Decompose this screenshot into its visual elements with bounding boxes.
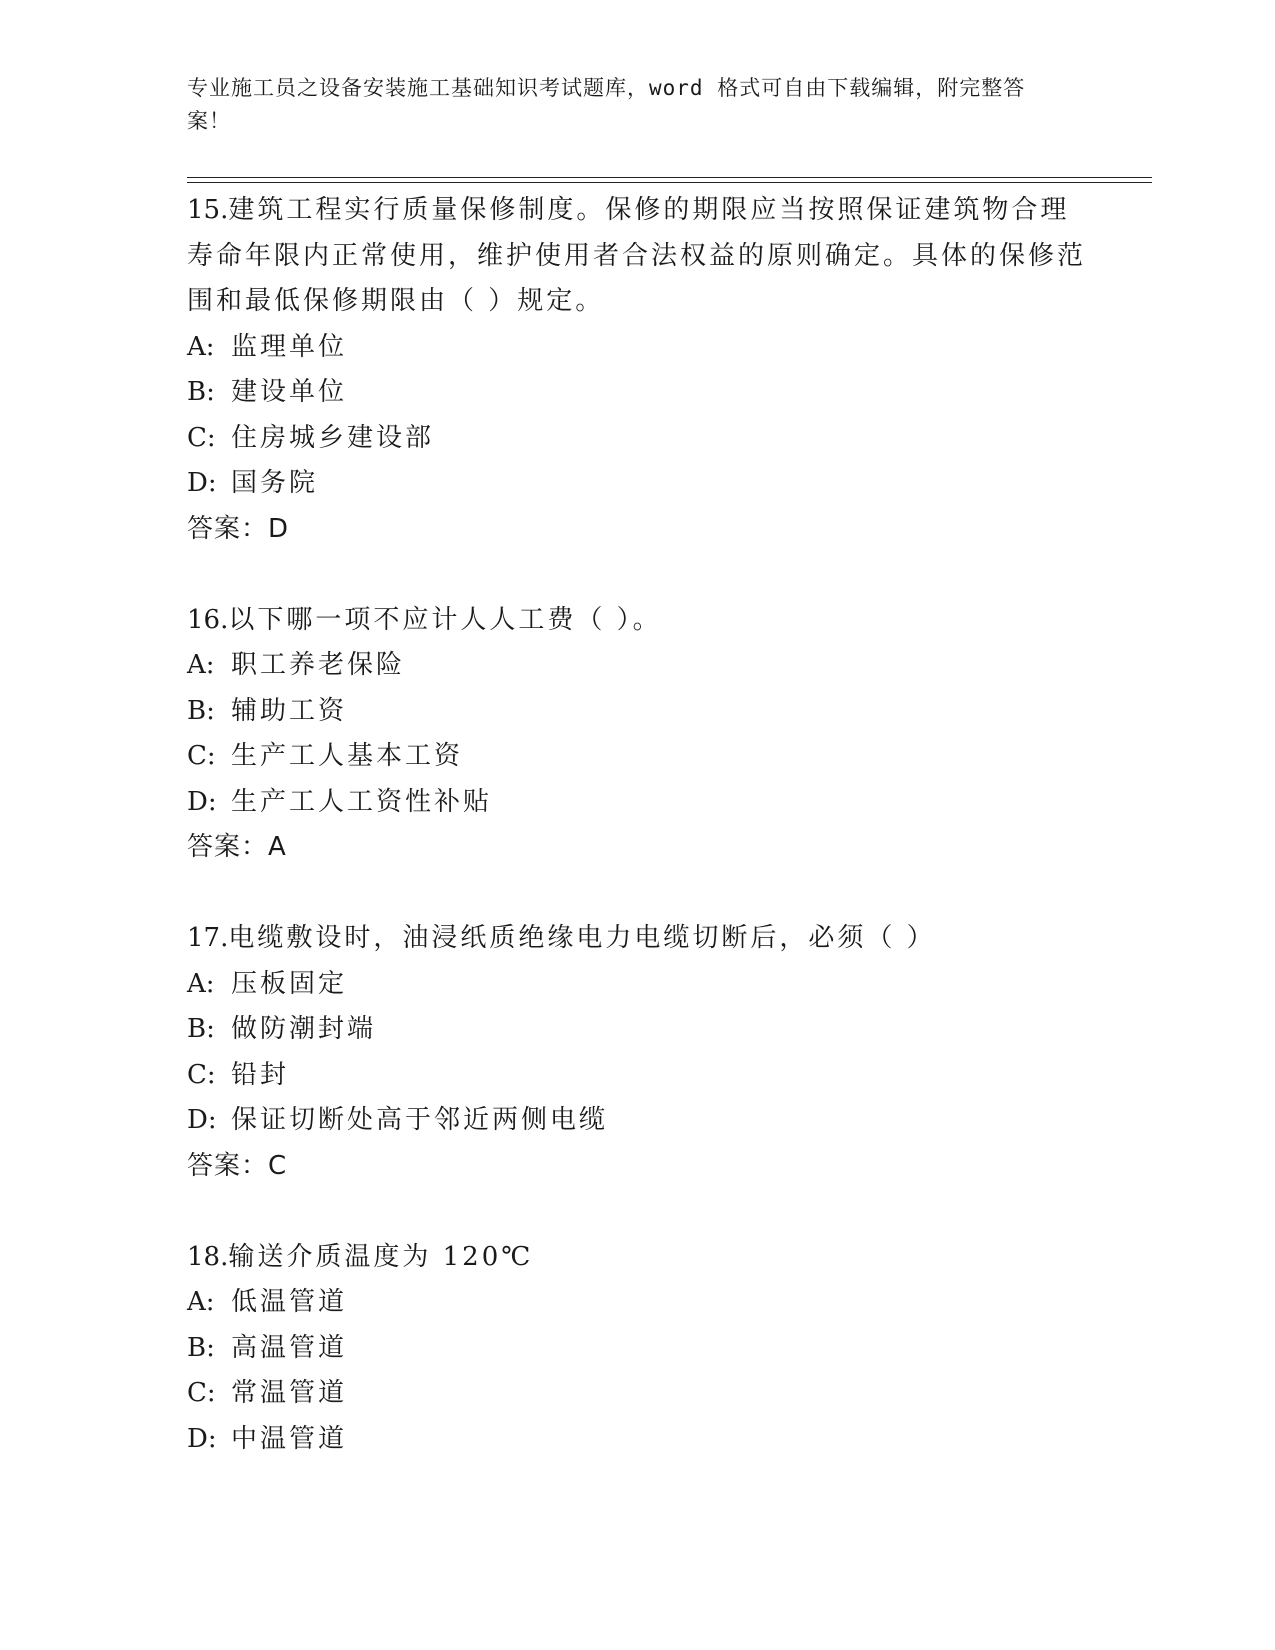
option-label: D: bbox=[187, 468, 217, 498]
option-text: 住房城乡建设部 bbox=[231, 422, 435, 453]
option-a bbox=[187, 962, 1087, 1008]
question-text: 建筑工程实行质量保修制度。保修的期限应当按照保证建筑物合理寿命年限内正常使用，维护使用者合法权益的原则确定。具体的保修范围和最低保修期限由（ ）规定。 bbox=[187, 195, 1087, 316]
option-d bbox=[187, 461, 1087, 507]
option-text: 中温管道 bbox=[231, 1423, 348, 1454]
option-c bbox=[187, 734, 1087, 780]
option-label: C: bbox=[187, 422, 216, 453]
option-text: 生产工人工资性补贴 bbox=[231, 786, 493, 817]
question-list bbox=[187, 188, 1087, 1462]
question-16 bbox=[187, 598, 1087, 871]
option-label: C: bbox=[187, 741, 216, 771]
option-b bbox=[187, 1326, 1087, 1372]
option-label: A: bbox=[187, 331, 215, 362]
option-text: 高温管道 bbox=[231, 1332, 348, 1363]
option-text: 辅助工资 bbox=[231, 695, 348, 726]
option-d bbox=[187, 1417, 1087, 1463]
option-label: A: bbox=[187, 1287, 215, 1317]
answer-text: 答案：D bbox=[187, 513, 290, 544]
option-label: B: bbox=[187, 1014, 215, 1044]
question-text: 输送介质温度为 120℃ bbox=[228, 1241, 534, 1272]
option-label: D: bbox=[187, 1105, 217, 1135]
option-label: D: bbox=[187, 1423, 217, 1454]
question-text: 以下哪一项不应计人人工费（ ）。 bbox=[228, 604, 662, 635]
option-c bbox=[187, 416, 1087, 462]
option-label: D: bbox=[187, 786, 217, 817]
option-text: 生产工人基本工资 bbox=[231, 741, 464, 771]
option-c bbox=[187, 1053, 1087, 1099]
option-text: 监理单位 bbox=[231, 331, 348, 362]
option-text: 国务院 bbox=[231, 468, 319, 498]
option-d bbox=[187, 780, 1087, 826]
document-header bbox=[187, 72, 1067, 138]
option-text: 常温管道 bbox=[231, 1378, 348, 1408]
option-label: A: bbox=[187, 650, 215, 680]
option-label: B: bbox=[187, 377, 215, 407]
header-text: 专业施工员之设备安装施工基础知识考试题库，word 格式可自由下载编辑，附完整答案！ bbox=[187, 76, 1026, 133]
question-stem bbox=[187, 916, 1087, 962]
question-stem bbox=[187, 598, 1087, 644]
option-d bbox=[187, 1098, 1087, 1144]
option-label: C: bbox=[187, 1378, 216, 1408]
option-b bbox=[187, 1007, 1087, 1053]
option-text: 铅封 bbox=[231, 1059, 290, 1090]
question-15 bbox=[187, 188, 1087, 552]
header-divider-bottom bbox=[187, 182, 1152, 183]
option-text: 做防潮封端 bbox=[231, 1014, 377, 1044]
header-divider-top bbox=[187, 177, 1152, 178]
question-stem bbox=[187, 1235, 1087, 1281]
option-text: 保证切断处高于邻近两侧电缆 bbox=[231, 1105, 609, 1135]
option-b bbox=[187, 689, 1087, 735]
answer-text: 答案：C bbox=[187, 1150, 288, 1181]
question-number: 17. bbox=[187, 923, 229, 953]
option-a bbox=[187, 325, 1087, 371]
option-label: A: bbox=[187, 968, 215, 999]
option-text: 压板固定 bbox=[231, 968, 348, 999]
option-label: C: bbox=[187, 1059, 216, 1090]
option-c bbox=[187, 1371, 1087, 1417]
option-a bbox=[187, 643, 1087, 689]
question-number: 15. bbox=[187, 195, 229, 225]
option-b bbox=[187, 370, 1087, 416]
option-text: 职工养老保险 bbox=[231, 650, 406, 680]
question-text: 电缆敷设时，油浸纸质绝缘电力电缆切断后，必须（ ） bbox=[228, 923, 936, 953]
option-label: B: bbox=[187, 1332, 215, 1363]
question-number: 16. bbox=[187, 604, 229, 635]
answer-text: 答案：A bbox=[187, 832, 287, 862]
option-text: 建设单位 bbox=[231, 377, 348, 407]
question-stem bbox=[187, 188, 1087, 325]
option-label: B: bbox=[187, 695, 215, 726]
question-number: 18. bbox=[187, 1241, 229, 1272]
option-text: 低温管道 bbox=[231, 1287, 348, 1317]
question-17 bbox=[187, 916, 1087, 1189]
question-18 bbox=[187, 1235, 1087, 1463]
option-a bbox=[187, 1280, 1087, 1326]
